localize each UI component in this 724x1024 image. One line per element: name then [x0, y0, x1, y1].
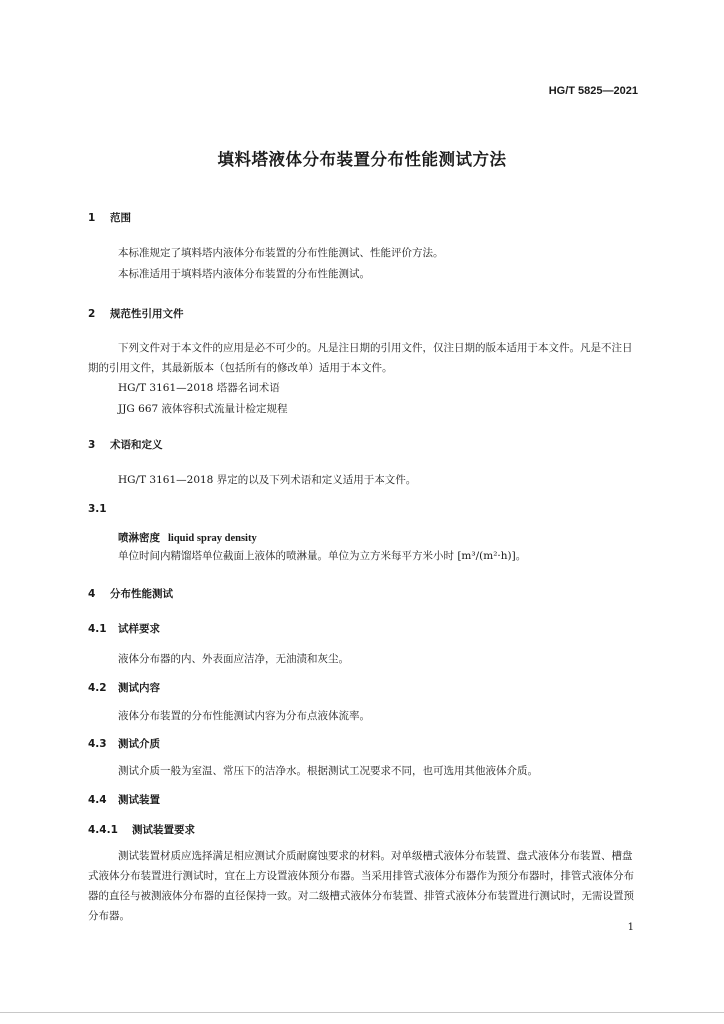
- section-title: 术语和定义: [110, 439, 163, 451]
- paragraph: 本标准适用于填料塔内液体分布装置的分布性能测试。: [118, 268, 370, 280]
- page-number: 1: [627, 922, 634, 933]
- section-4-heading: [88, 586, 173, 601]
- subsection-4-3-heading: [88, 736, 160, 751]
- subsection-4-4-1-heading: [88, 822, 195, 837]
- term-entry: [118, 530, 257, 545]
- paragraph: 测试装置材质应选择满足相应测试介质耐腐蚀要求的材料。对单级槽式液体分布装置、盘式液体分布装置、槽盘式液体分布装置进行测试时，宜在上方设置液体预分布器。当采用排管式液体分布器作为预分布器时，排管式液体分布器的直径与被测液体分布器的直径保持一致。对二级槽式液体分布装置、排管式液体分布装置进行测试时，无需设置预分布器。: [88, 850, 634, 922]
- subsection-title: 测试装置: [118, 794, 160, 806]
- subsection-number: 4.4.1: [88, 824, 118, 836]
- section-number: 2: [88, 308, 96, 320]
- subsection-number: 4.1: [88, 623, 107, 635]
- subsection-4-2-heading: [88, 680, 160, 695]
- subsection-title: 测试内容: [118, 682, 160, 694]
- normative-reference: HG/T 3161—2018 塔器名词术语: [118, 382, 280, 394]
- section-2-heading: [88, 306, 184, 321]
- section-3-heading: [88, 437, 163, 452]
- term-english: liquid spray density: [168, 533, 257, 544]
- document-title: 填料塔液体分布装置分布性能测试方法: [217, 150, 507, 169]
- section-title: 分布性能测试: [110, 588, 173, 600]
- subsection-title: 测试装置要求: [132, 824, 195, 836]
- paragraph: 液体分布装置的分布性能测试内容为分布点液体流率。: [118, 710, 370, 722]
- subsection-number: 3.1: [88, 503, 107, 515]
- section-title: 范围: [110, 212, 131, 224]
- subsection-title: 试样要求: [118, 623, 160, 635]
- subsection-number: 4.3: [88, 738, 107, 750]
- bottom-divider: [0, 1012, 724, 1013]
- term-chinese: 喷淋密度: [118, 532, 160, 544]
- paragraph: 液体分布器的内、外表面应洁净，无油渍和灰尘。: [118, 653, 349, 665]
- section-1-heading: [88, 210, 131, 225]
- paragraph: HG/T 3161—2018 界定的以及下列术语和定义适用于本文件。: [118, 474, 417, 486]
- subsection-title: 测试介质: [118, 738, 160, 750]
- standard-number: HG/T 5825—2021: [548, 85, 638, 97]
- paragraph: 下列文件对于本文件的应用是必不可少的。凡是注日期的引用文件，仅注日期的版本适用于本文件。凡是不注日期的引用文件，其最新版本（包括所有的修改单）适用于本文件。: [88, 342, 633, 374]
- subsection-number: 4.2: [88, 682, 107, 694]
- subsection-number: 4.4: [88, 794, 107, 806]
- section-number: 4: [88, 588, 96, 600]
- subsection-4-1-heading: [88, 621, 160, 636]
- paragraph: 本标准规定了填料塔内液体分布装置的分布性能测试、性能评价方法。: [118, 247, 444, 259]
- section-number: 1: [88, 212, 96, 224]
- subsection-3-1-heading: [88, 503, 118, 515]
- term-definition: 单位时间内精馏塔单位截面上液体的喷淋量。单位为立方米每平方米小时 [m³/(m²·h)]。: [118, 550, 527, 562]
- normative-reference: JJG 667 液体容积式流量计检定规程: [118, 403, 288, 415]
- paragraph: 测试介质一般为室温、常压下的洁净水。根据测试工况要求不同，也可选用其他液体介质。: [118, 765, 538, 777]
- section-number: 3: [88, 439, 96, 451]
- subsection-4-4-heading: [88, 792, 160, 807]
- section-title: 规范性引用文件: [110, 308, 184, 320]
